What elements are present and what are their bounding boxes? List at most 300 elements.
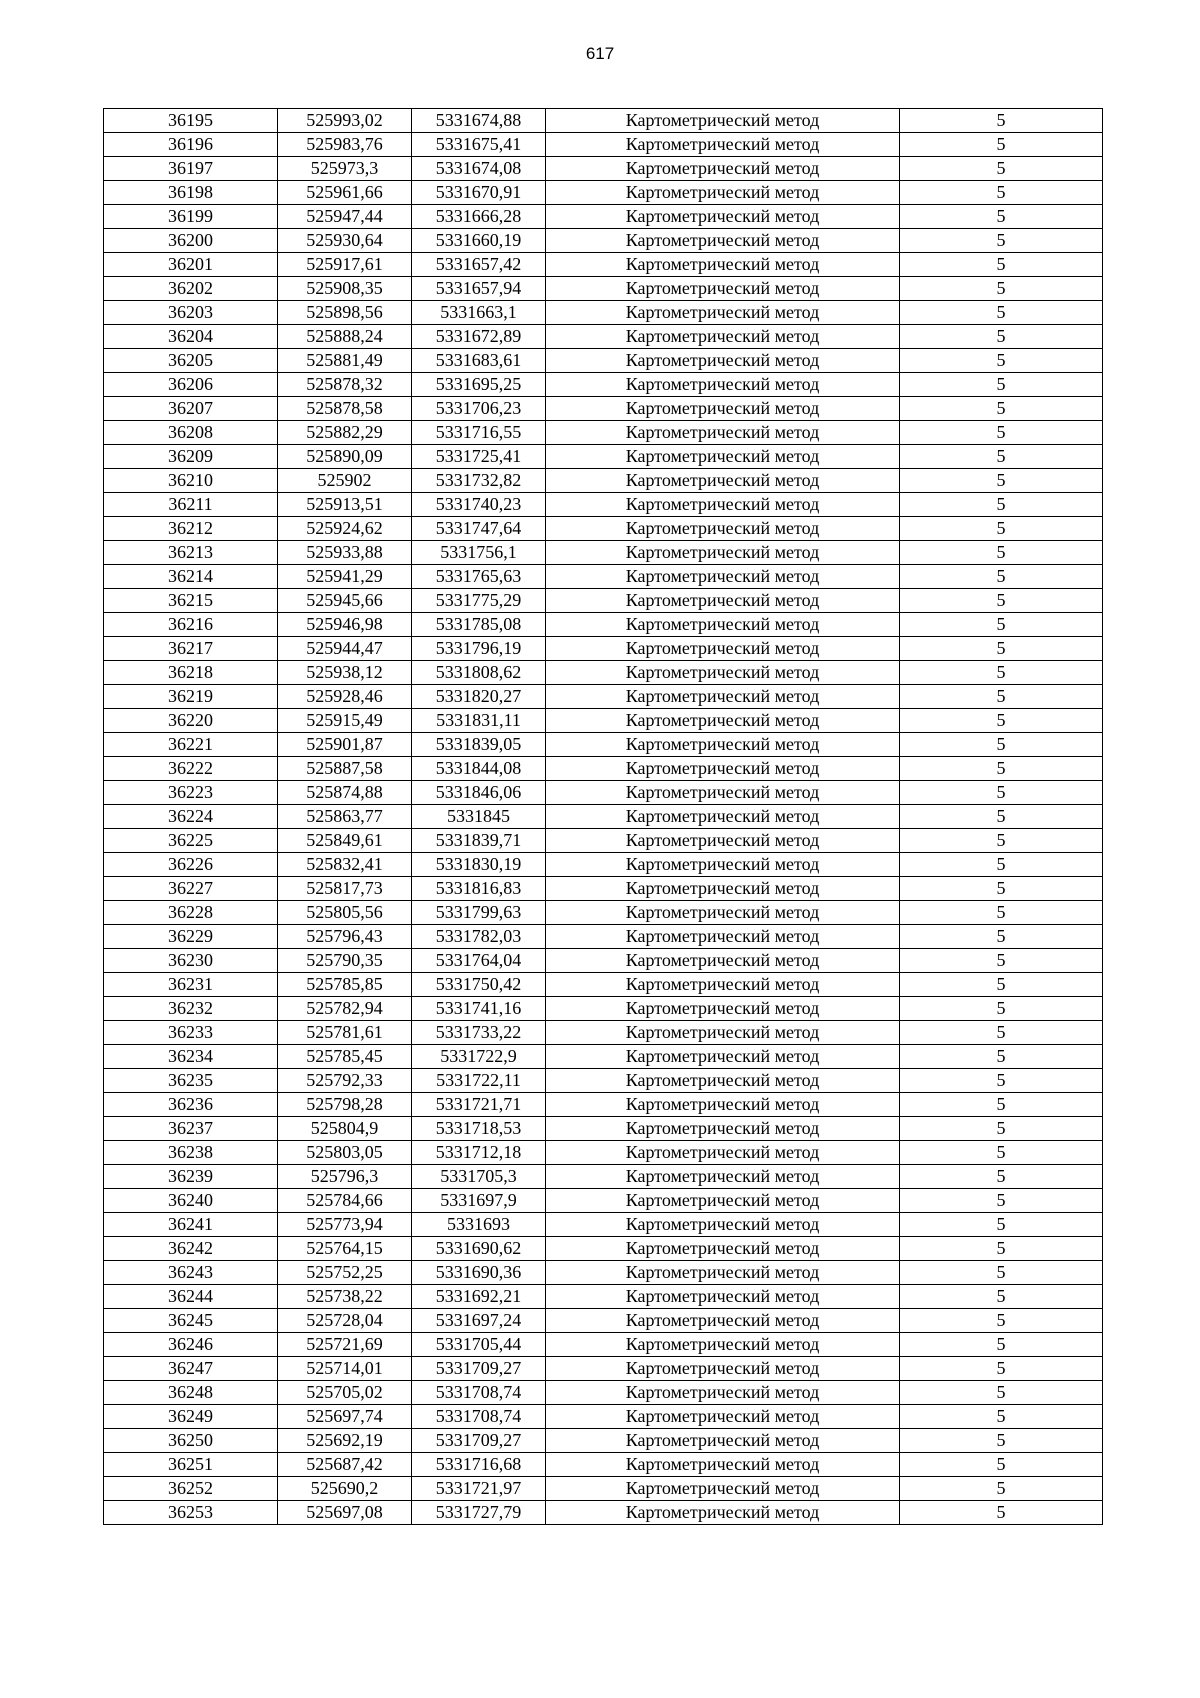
table-row bbox=[104, 349, 1103, 373]
point-number-cell: 36226 bbox=[104, 853, 278, 877]
point-number-cell: 36202 bbox=[104, 277, 278, 301]
y-coordinate-cell: 5331683,61 bbox=[412, 349, 546, 373]
table-row bbox=[104, 1189, 1103, 1213]
table-row bbox=[104, 325, 1103, 349]
accuracy-cell: 5 bbox=[900, 1477, 1103, 1501]
y-coordinate-cell: 5331716,68 bbox=[412, 1453, 546, 1477]
point-number-cell: 36232 bbox=[104, 997, 278, 1021]
x-coordinate-cell: 525714,01 bbox=[278, 1357, 412, 1381]
x-coordinate-cell: 525933,88 bbox=[278, 541, 412, 565]
table-row bbox=[104, 253, 1103, 277]
point-number-cell: 36222 bbox=[104, 757, 278, 781]
accuracy-cell: 5 bbox=[900, 301, 1103, 325]
accuracy-cell: 5 bbox=[900, 1381, 1103, 1405]
y-coordinate-cell: 5331764,04 bbox=[412, 949, 546, 973]
point-number-cell: 36204 bbox=[104, 325, 278, 349]
x-coordinate-cell: 525721,69 bbox=[278, 1333, 412, 1357]
accuracy-cell: 5 bbox=[900, 949, 1103, 973]
x-coordinate-cell: 525785,45 bbox=[278, 1045, 412, 1069]
accuracy-cell: 5 bbox=[900, 493, 1103, 517]
point-number-cell: 36220 bbox=[104, 709, 278, 733]
table-row bbox=[104, 661, 1103, 685]
method-cell: Картометрический метод bbox=[546, 1501, 900, 1525]
table-row bbox=[104, 1453, 1103, 1477]
table-row bbox=[104, 877, 1103, 901]
point-number-cell: 36236 bbox=[104, 1093, 278, 1117]
accuracy-cell: 5 bbox=[900, 205, 1103, 229]
accuracy-cell: 5 bbox=[900, 1093, 1103, 1117]
y-coordinate-cell: 5331697,24 bbox=[412, 1309, 546, 1333]
method-cell: Картометрический метод bbox=[546, 157, 900, 181]
x-coordinate-cell: 525908,35 bbox=[278, 277, 412, 301]
x-coordinate-cell: 525878,32 bbox=[278, 373, 412, 397]
table-row bbox=[104, 541, 1103, 565]
point-number-cell: 36234 bbox=[104, 1045, 278, 1069]
x-coordinate-cell: 525782,94 bbox=[278, 997, 412, 1021]
method-cell: Картометрический метод bbox=[546, 757, 900, 781]
x-coordinate-cell: 525878,58 bbox=[278, 397, 412, 421]
y-coordinate-cell: 5331708,74 bbox=[412, 1405, 546, 1429]
table-row bbox=[104, 421, 1103, 445]
accuracy-cell: 5 bbox=[900, 325, 1103, 349]
x-coordinate-cell: 525705,02 bbox=[278, 1381, 412, 1405]
accuracy-cell: 5 bbox=[900, 1309, 1103, 1333]
table-row bbox=[104, 1141, 1103, 1165]
table-row bbox=[104, 205, 1103, 229]
method-cell: Картометрический метод bbox=[546, 973, 900, 997]
accuracy-cell: 5 bbox=[900, 901, 1103, 925]
y-coordinate-cell: 5331750,42 bbox=[412, 973, 546, 997]
point-number-cell: 36214 bbox=[104, 565, 278, 589]
y-coordinate-cell: 5331712,18 bbox=[412, 1141, 546, 1165]
method-cell: Картометрический метод bbox=[546, 253, 900, 277]
point-number-cell: 36241 bbox=[104, 1213, 278, 1237]
point-number-cell: 36198 bbox=[104, 181, 278, 205]
accuracy-cell: 5 bbox=[900, 781, 1103, 805]
method-cell: Картометрический метод bbox=[546, 469, 900, 493]
table-row bbox=[104, 1357, 1103, 1381]
y-coordinate-cell: 5331722,11 bbox=[412, 1069, 546, 1093]
table-row bbox=[104, 1405, 1103, 1429]
x-coordinate-cell: 525924,62 bbox=[278, 517, 412, 541]
method-cell: Картометрический метод bbox=[546, 1357, 900, 1381]
accuracy-cell: 5 bbox=[900, 925, 1103, 949]
y-coordinate-cell: 5331693 bbox=[412, 1213, 546, 1237]
x-coordinate-cell: 525930,64 bbox=[278, 229, 412, 253]
y-coordinate-cell: 5331765,63 bbox=[412, 565, 546, 589]
method-cell: Картометрический метод bbox=[546, 421, 900, 445]
point-number-cell: 36218 bbox=[104, 661, 278, 685]
method-cell: Картометрический метод bbox=[546, 1189, 900, 1213]
y-coordinate-cell: 5331741,16 bbox=[412, 997, 546, 1021]
point-number-cell: 36211 bbox=[104, 493, 278, 517]
table-row bbox=[104, 301, 1103, 325]
accuracy-cell: 5 bbox=[900, 1117, 1103, 1141]
table-row bbox=[104, 1477, 1103, 1501]
x-coordinate-cell: 525849,61 bbox=[278, 829, 412, 853]
accuracy-cell: 5 bbox=[900, 133, 1103, 157]
method-cell: Картометрический метод bbox=[546, 373, 900, 397]
y-coordinate-cell: 5331690,36 bbox=[412, 1261, 546, 1285]
method-cell: Картометрический метод bbox=[546, 1237, 900, 1261]
accuracy-cell: 5 bbox=[900, 349, 1103, 373]
y-coordinate-cell: 5331666,28 bbox=[412, 205, 546, 229]
x-coordinate-cell: 525973,3 bbox=[278, 157, 412, 181]
page-number: 617 bbox=[585, 44, 615, 63]
accuracy-cell: 5 bbox=[900, 613, 1103, 637]
method-cell: Картометрический метод bbox=[546, 493, 900, 517]
table-row bbox=[104, 733, 1103, 757]
y-coordinate-cell: 5331674,08 bbox=[412, 157, 546, 181]
y-coordinate-cell: 5331733,22 bbox=[412, 1021, 546, 1045]
method-cell: Картометрический метод bbox=[546, 1477, 900, 1501]
accuracy-cell: 5 bbox=[900, 733, 1103, 757]
y-coordinate-cell: 5331727,79 bbox=[412, 1501, 546, 1525]
table-row bbox=[104, 805, 1103, 829]
method-cell: Картометрический метод bbox=[546, 325, 900, 349]
x-coordinate-cell: 525941,29 bbox=[278, 565, 412, 589]
x-coordinate-cell: 525764,15 bbox=[278, 1237, 412, 1261]
method-cell: Картометрический метод bbox=[546, 877, 900, 901]
x-coordinate-cell: 525915,49 bbox=[278, 709, 412, 733]
accuracy-cell: 5 bbox=[900, 253, 1103, 277]
y-coordinate-cell: 5331709,27 bbox=[412, 1429, 546, 1453]
table-row bbox=[104, 1021, 1103, 1045]
method-cell: Картометрический метод bbox=[546, 613, 900, 637]
method-cell: Картометрический метод bbox=[546, 661, 900, 685]
point-number-cell: 36196 bbox=[104, 133, 278, 157]
y-coordinate-cell: 5331831,11 bbox=[412, 709, 546, 733]
point-number-cell: 36228 bbox=[104, 901, 278, 925]
method-cell: Картометрический метод bbox=[546, 349, 900, 373]
point-number-cell: 36224 bbox=[104, 805, 278, 829]
method-cell: Картометрический метод bbox=[546, 709, 900, 733]
x-coordinate-cell: 525796,3 bbox=[278, 1165, 412, 1189]
table-row bbox=[104, 277, 1103, 301]
method-cell: Картометрический метод bbox=[546, 1069, 900, 1093]
method-cell: Картометрический метод bbox=[546, 1453, 900, 1477]
y-coordinate-cell: 5331756,1 bbox=[412, 541, 546, 565]
point-number-cell: 36227 bbox=[104, 877, 278, 901]
y-coordinate-cell: 5331799,63 bbox=[412, 901, 546, 925]
table-row bbox=[104, 1501, 1103, 1525]
point-number-cell: 36250 bbox=[104, 1429, 278, 1453]
x-coordinate-cell: 525697,08 bbox=[278, 1501, 412, 1525]
point-number-cell: 36243 bbox=[104, 1261, 278, 1285]
table-row bbox=[104, 925, 1103, 949]
x-coordinate-cell: 525798,28 bbox=[278, 1093, 412, 1117]
point-number-cell: 36237 bbox=[104, 1117, 278, 1141]
x-coordinate-cell: 525882,29 bbox=[278, 421, 412, 445]
accuracy-cell: 5 bbox=[900, 1069, 1103, 1093]
method-cell: Картометрический метод bbox=[546, 997, 900, 1021]
method-cell: Картометрический метод bbox=[546, 1141, 900, 1165]
y-coordinate-cell: 5331796,19 bbox=[412, 637, 546, 661]
point-number-cell: 36219 bbox=[104, 685, 278, 709]
y-coordinate-cell: 5331692,21 bbox=[412, 1285, 546, 1309]
accuracy-cell: 5 bbox=[900, 973, 1103, 997]
y-coordinate-cell: 5331846,06 bbox=[412, 781, 546, 805]
table-row bbox=[104, 1285, 1103, 1309]
x-coordinate-cell: 525938,12 bbox=[278, 661, 412, 685]
x-coordinate-cell: 525796,43 bbox=[278, 925, 412, 949]
table-row bbox=[104, 517, 1103, 541]
method-cell: Картометрический метод bbox=[546, 925, 900, 949]
point-number-cell: 36242 bbox=[104, 1237, 278, 1261]
accuracy-cell: 5 bbox=[900, 1165, 1103, 1189]
table-row bbox=[104, 1213, 1103, 1237]
accuracy-cell: 5 bbox=[900, 829, 1103, 853]
accuracy-cell: 5 bbox=[900, 877, 1103, 901]
method-cell: Картометрический метод bbox=[546, 109, 900, 133]
table-row bbox=[104, 1069, 1103, 1093]
point-number-cell: 36251 bbox=[104, 1453, 278, 1477]
table-row bbox=[104, 493, 1103, 517]
point-number-cell: 36216 bbox=[104, 613, 278, 637]
x-coordinate-cell: 525944,47 bbox=[278, 637, 412, 661]
method-cell: Картометрический метод bbox=[546, 733, 900, 757]
method-cell: Картометрический метод bbox=[546, 397, 900, 421]
accuracy-cell: 5 bbox=[900, 1021, 1103, 1045]
point-number-cell: 36197 bbox=[104, 157, 278, 181]
point-number-cell: 36213 bbox=[104, 541, 278, 565]
x-coordinate-cell: 525817,73 bbox=[278, 877, 412, 901]
point-number-cell: 36206 bbox=[104, 373, 278, 397]
table-row bbox=[104, 1165, 1103, 1189]
method-cell: Картометрический метод bbox=[546, 1309, 900, 1333]
point-number-cell: 36253 bbox=[104, 1501, 278, 1525]
x-coordinate-cell: 525773,94 bbox=[278, 1213, 412, 1237]
accuracy-cell: 5 bbox=[900, 1141, 1103, 1165]
point-number-cell: 36230 bbox=[104, 949, 278, 973]
x-coordinate-cell: 525993,02 bbox=[278, 109, 412, 133]
x-coordinate-cell: 525928,46 bbox=[278, 685, 412, 709]
x-coordinate-cell: 525983,76 bbox=[278, 133, 412, 157]
table-row bbox=[104, 445, 1103, 469]
method-cell: Картометрический метод bbox=[546, 589, 900, 613]
y-coordinate-cell: 5331690,62 bbox=[412, 1237, 546, 1261]
x-coordinate-cell: 525784,66 bbox=[278, 1189, 412, 1213]
method-cell: Картометрический метод bbox=[546, 1381, 900, 1405]
x-coordinate-cell: 525792,33 bbox=[278, 1069, 412, 1093]
method-cell: Картометрический метод bbox=[546, 565, 900, 589]
y-coordinate-cell: 5331785,08 bbox=[412, 613, 546, 637]
y-coordinate-cell: 5331718,53 bbox=[412, 1117, 546, 1141]
point-number-cell: 36244 bbox=[104, 1285, 278, 1309]
y-coordinate-cell: 5331716,55 bbox=[412, 421, 546, 445]
method-cell: Картометрический метод bbox=[546, 829, 900, 853]
x-coordinate-cell: 525898,56 bbox=[278, 301, 412, 325]
method-cell: Картометрический метод bbox=[546, 1045, 900, 1069]
x-coordinate-cell: 525832,41 bbox=[278, 853, 412, 877]
table-row bbox=[104, 901, 1103, 925]
x-coordinate-cell: 525913,51 bbox=[278, 493, 412, 517]
x-coordinate-cell: 525917,61 bbox=[278, 253, 412, 277]
x-coordinate-cell: 525945,66 bbox=[278, 589, 412, 613]
method-cell: Картометрический метод bbox=[546, 517, 900, 541]
point-number-cell: 36207 bbox=[104, 397, 278, 421]
accuracy-cell: 5 bbox=[900, 1261, 1103, 1285]
point-number-cell: 36246 bbox=[104, 1333, 278, 1357]
y-coordinate-cell: 5331808,62 bbox=[412, 661, 546, 685]
method-cell: Картометрический метод bbox=[546, 685, 900, 709]
accuracy-cell: 5 bbox=[900, 157, 1103, 181]
y-coordinate-cell: 5331721,97 bbox=[412, 1477, 546, 1501]
method-cell: Картометрический метод bbox=[546, 1261, 900, 1285]
y-coordinate-cell: 5331844,08 bbox=[412, 757, 546, 781]
y-coordinate-cell: 5331732,82 bbox=[412, 469, 546, 493]
y-coordinate-cell: 5331740,23 bbox=[412, 493, 546, 517]
method-cell: Картометрический метод bbox=[546, 1117, 900, 1141]
y-coordinate-cell: 5331709,27 bbox=[412, 1357, 546, 1381]
accuracy-cell: 5 bbox=[900, 109, 1103, 133]
method-cell: Картометрический метод bbox=[546, 205, 900, 229]
method-cell: Картометрический метод bbox=[546, 949, 900, 973]
y-coordinate-cell: 5331706,23 bbox=[412, 397, 546, 421]
accuracy-cell: 5 bbox=[900, 589, 1103, 613]
accuracy-cell: 5 bbox=[900, 997, 1103, 1021]
y-coordinate-cell: 5331839,71 bbox=[412, 829, 546, 853]
accuracy-cell: 5 bbox=[900, 805, 1103, 829]
method-cell: Картометрический метод bbox=[546, 1213, 900, 1237]
method-cell: Картометрический метод bbox=[546, 277, 900, 301]
x-coordinate-cell: 525946,98 bbox=[278, 613, 412, 637]
point-number-cell: 36209 bbox=[104, 445, 278, 469]
table-row bbox=[104, 1237, 1103, 1261]
method-cell: Картометрический метод bbox=[546, 1405, 900, 1429]
table-row bbox=[104, 1045, 1103, 1069]
point-number-cell: 36205 bbox=[104, 349, 278, 373]
accuracy-cell: 5 bbox=[900, 565, 1103, 589]
y-coordinate-cell: 5331708,74 bbox=[412, 1381, 546, 1405]
table-row bbox=[104, 781, 1103, 805]
accuracy-cell: 5 bbox=[900, 277, 1103, 301]
y-coordinate-cell: 5331820,27 bbox=[412, 685, 546, 709]
point-number-cell: 36203 bbox=[104, 301, 278, 325]
table-row bbox=[104, 1117, 1103, 1141]
point-number-cell: 36221 bbox=[104, 733, 278, 757]
table-row bbox=[104, 709, 1103, 733]
x-coordinate-cell: 525874,88 bbox=[278, 781, 412, 805]
point-number-cell: 36245 bbox=[104, 1309, 278, 1333]
method-cell: Картометрический метод bbox=[546, 853, 900, 877]
point-number-cell: 36212 bbox=[104, 517, 278, 541]
table-row bbox=[104, 589, 1103, 613]
accuracy-cell: 5 bbox=[900, 1501, 1103, 1525]
x-coordinate-cell: 525790,35 bbox=[278, 949, 412, 973]
accuracy-cell: 5 bbox=[900, 445, 1103, 469]
table-row bbox=[104, 829, 1103, 853]
method-cell: Картометрический метод bbox=[546, 445, 900, 469]
table-row bbox=[104, 181, 1103, 205]
point-number-cell: 36199 bbox=[104, 205, 278, 229]
method-cell: Картометрический метод bbox=[546, 229, 900, 253]
x-coordinate-cell: 525881,49 bbox=[278, 349, 412, 373]
table-row bbox=[104, 949, 1103, 973]
y-coordinate-cell: 5331747,64 bbox=[412, 517, 546, 541]
table-row bbox=[104, 1093, 1103, 1117]
table-row bbox=[104, 133, 1103, 157]
accuracy-cell: 5 bbox=[900, 1045, 1103, 1069]
accuracy-cell: 5 bbox=[900, 757, 1103, 781]
method-cell: Картометрический метод bbox=[546, 541, 900, 565]
point-number-cell: 36210 bbox=[104, 469, 278, 493]
point-number-cell: 36233 bbox=[104, 1021, 278, 1045]
x-coordinate-cell: 525863,77 bbox=[278, 805, 412, 829]
table-row bbox=[104, 109, 1103, 133]
method-cell: Картометрический метод bbox=[546, 1021, 900, 1045]
x-coordinate-cell: 525803,05 bbox=[278, 1141, 412, 1165]
y-coordinate-cell: 5331839,05 bbox=[412, 733, 546, 757]
y-coordinate-cell: 5331830,19 bbox=[412, 853, 546, 877]
table-row bbox=[104, 397, 1103, 421]
method-cell: Картометрический метод bbox=[546, 301, 900, 325]
y-coordinate-cell: 5331816,83 bbox=[412, 877, 546, 901]
x-coordinate-cell: 525888,24 bbox=[278, 325, 412, 349]
x-coordinate-cell: 525804,9 bbox=[278, 1117, 412, 1141]
accuracy-cell: 5 bbox=[900, 685, 1103, 709]
table-row bbox=[104, 853, 1103, 877]
method-cell: Картометрический метод bbox=[546, 805, 900, 829]
accuracy-cell: 5 bbox=[900, 397, 1103, 421]
y-coordinate-cell: 5331657,94 bbox=[412, 277, 546, 301]
table-row bbox=[104, 973, 1103, 997]
x-coordinate-cell: 525887,58 bbox=[278, 757, 412, 781]
point-number-cell: 36238 bbox=[104, 1141, 278, 1165]
point-number-cell: 36240 bbox=[104, 1189, 278, 1213]
point-number-cell: 36249 bbox=[104, 1405, 278, 1429]
table-row bbox=[104, 997, 1103, 1021]
y-coordinate-cell: 5331775,29 bbox=[412, 589, 546, 613]
x-coordinate-cell: 525902 bbox=[278, 469, 412, 493]
accuracy-cell: 5 bbox=[900, 469, 1103, 493]
point-number-cell: 36229 bbox=[104, 925, 278, 949]
table-row bbox=[104, 1333, 1103, 1357]
method-cell: Картометрический метод bbox=[546, 181, 900, 205]
accuracy-cell: 5 bbox=[900, 1357, 1103, 1381]
table-row bbox=[104, 157, 1103, 181]
accuracy-cell: 5 bbox=[900, 229, 1103, 253]
method-cell: Картометрический метод bbox=[546, 781, 900, 805]
method-cell: Картометрический метод bbox=[546, 1429, 900, 1453]
x-coordinate-cell: 525781,61 bbox=[278, 1021, 412, 1045]
accuracy-cell: 5 bbox=[900, 1189, 1103, 1213]
point-number-cell: 36225 bbox=[104, 829, 278, 853]
x-coordinate-cell: 525947,44 bbox=[278, 205, 412, 229]
y-coordinate-cell: 5331721,71 bbox=[412, 1093, 546, 1117]
point-number-cell: 36247 bbox=[104, 1357, 278, 1381]
method-cell: Картометрический метод bbox=[546, 1333, 900, 1357]
y-coordinate-cell: 5331705,3 bbox=[412, 1165, 546, 1189]
y-coordinate-cell: 5331695,25 bbox=[412, 373, 546, 397]
table-row bbox=[104, 685, 1103, 709]
point-number-cell: 36231 bbox=[104, 973, 278, 997]
accuracy-cell: 5 bbox=[900, 421, 1103, 445]
table-row bbox=[104, 1429, 1103, 1453]
table-row bbox=[104, 757, 1103, 781]
accuracy-cell: 5 bbox=[900, 1285, 1103, 1309]
coordinates-table-body bbox=[104, 109, 1103, 1525]
y-coordinate-cell: 5331663,1 bbox=[412, 301, 546, 325]
y-coordinate-cell: 5331845 bbox=[412, 805, 546, 829]
point-number-cell: 36217 bbox=[104, 637, 278, 661]
y-coordinate-cell: 5331675,41 bbox=[412, 133, 546, 157]
table-row bbox=[104, 373, 1103, 397]
x-coordinate-cell: 525738,22 bbox=[278, 1285, 412, 1309]
accuracy-cell: 5 bbox=[900, 541, 1103, 565]
point-number-cell: 36200 bbox=[104, 229, 278, 253]
accuracy-cell: 5 bbox=[900, 373, 1103, 397]
